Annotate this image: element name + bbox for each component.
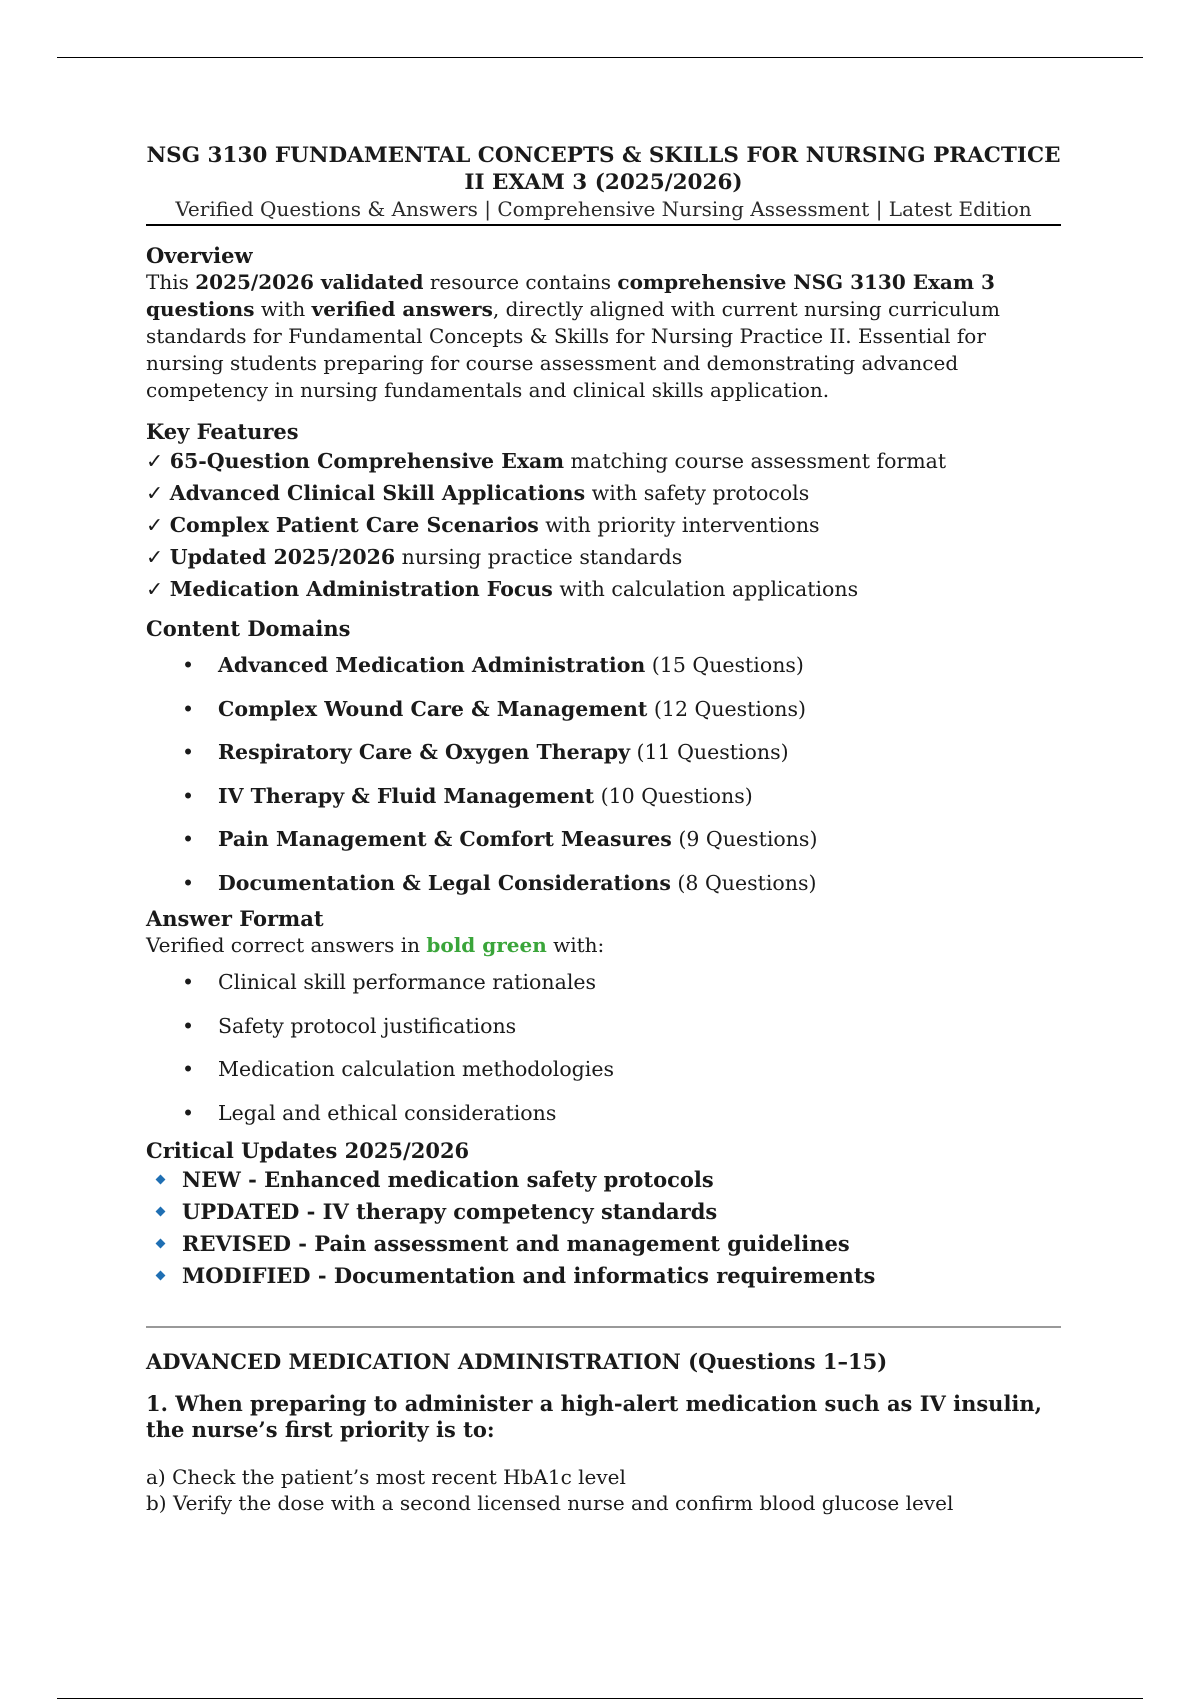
domain-item: • Advanced Medication Administration (15 Questions) [146, 644, 1061, 688]
domain-item: • Respiratory Care & Oxygen Therapy (11 Questions) [146, 731, 1061, 775]
feature-item: ✓ Advanced Clinical Skill Applications with safety protocols [146, 481, 810, 505]
key-features-section [146, 418, 1061, 605]
key-features-heading: Key Features [146, 419, 299, 444]
diamond-bullet-icon [156, 1271, 166, 1281]
answer-format-item: • Legal and ethical considerations [146, 1092, 1061, 1136]
answer-format-section [146, 905, 1061, 1135]
update-item: UPDATED - IV therapy competency standards [146, 1196, 1061, 1228]
feature-item: ✓ Medication Administration Focus with calculation applications [146, 577, 859, 601]
check-icon: ✓ [146, 449, 164, 473]
domain-item: • Complex Wound Care & Management (12 Questions) [146, 688, 1061, 732]
answer-format-item: • Medication calculation methodologies [146, 1048, 1061, 1092]
diamond-bullet-icon [156, 1175, 166, 1185]
feature-item: ✓ 65-Question Comprehensive Exam matching course assessment format [146, 449, 947, 473]
check-icon: ✓ [146, 577, 164, 601]
critical-updates-section [146, 1137, 1061, 1292]
domain-item: • IV Therapy & Fluid Management (10 Questions) [146, 775, 1061, 819]
check-icon: ✓ [146, 513, 164, 537]
updates-list [146, 1164, 1061, 1292]
content-domains-heading: Content Domains [146, 616, 351, 641]
document-subtitle: Verified Questions & Answers | Comprehensive Nursing Assessment | Latest Edition [146, 196, 1061, 226]
domain-item: • Pain Management & Comfort Measures (9 Questions) [146, 818, 1061, 862]
diamond-bullet-icon [156, 1207, 166, 1217]
check-icon: ✓ [146, 481, 164, 505]
bottom-rule [57, 1698, 1143, 1699]
domain-item: • Documentation & Legal Considerations (8 Questions) [146, 862, 1061, 906]
answer-format-heading: Answer Format [146, 906, 324, 931]
content-domains-section [146, 615, 1061, 905]
update-item: NEW - Enhanced medication safety protocols [146, 1164, 1061, 1196]
section-divider [146, 1326, 1061, 1328]
document-title: NSG 3130 FUNDAMENTAL CONCEPTS & SKILLS FOR NURSING PRACTICE II EXAM 3 (2025/2026) [146, 143, 1061, 195]
update-item: REVISED - Pain assessment and management guidelines [146, 1228, 1061, 1260]
question-1-option-b: b) Verify the dose with a second licensed nurse and confirm blood glucose level [146, 1491, 954, 1515]
document-body [146, 142, 1061, 1516]
top-rule [57, 57, 1143, 58]
question-1: 1. When preparing to administer a high-alert medication such as IV insulin, the nurse’s first priority is to: [146, 1391, 1042, 1442]
medication-section [146, 1348, 1061, 1516]
overview-section [146, 242, 1061, 404]
diamond-bullet-icon [156, 1239, 166, 1249]
feature-item: ✓ Updated 2025/2026 nursing practice standards [146, 545, 683, 569]
overview-heading: Overview [146, 243, 253, 268]
answer-format-item: • Safety protocol justifications [146, 1005, 1061, 1049]
answer-format-intro: Verified correct answers in bold green with: [146, 933, 605, 957]
feature-item: ✓ Complex Patient Care Scenarios with priority interventions [146, 513, 820, 537]
question-1-option-a: a) Check the patient’s most recent HbA1c level [146, 1465, 626, 1489]
answer-format-item: • Clinical skill performance rationales [146, 961, 1061, 1005]
answer-format-list [146, 961, 1061, 1135]
feature-list [146, 445, 1061, 605]
check-icon: ✓ [146, 545, 164, 569]
overview-text: This 2025/2026 validated resource contains comprehensive NSG 3130 Exam 3 questions with verified answers, directly aligned with current nursing curriculum standards for Fundamental Concepts & Skills for Nursing Practice II. Essential for nursing students preparing for course assessment and demonstrating advanced competency in nursing fundamentals and clinical skills application. [146, 270, 1000, 402]
domain-list [146, 644, 1061, 905]
section-heading: ADVANCED MEDICATION ADMINISTRATION (Questions 1–15) [146, 1349, 888, 1374]
critical-updates-heading: Critical Updates 2025/2026 [146, 1138, 470, 1163]
update-item: MODIFIED - Documentation and informatics requirements [146, 1260, 1061, 1292]
